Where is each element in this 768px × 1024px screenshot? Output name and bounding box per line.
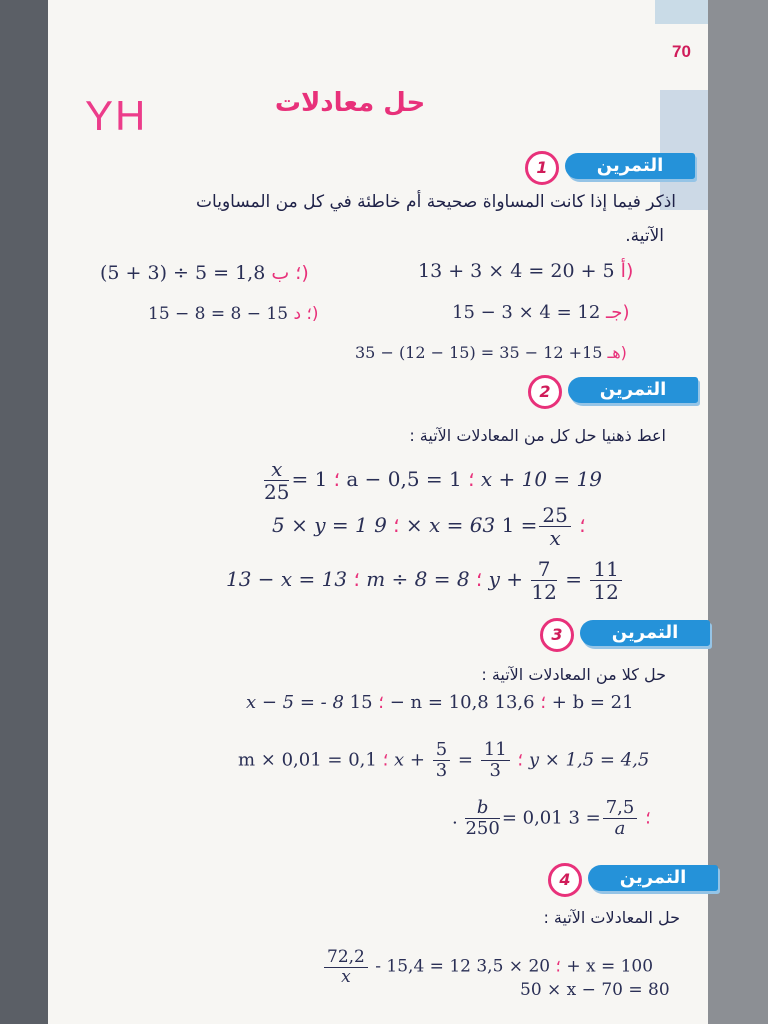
exercise-1-label: التمرين bbox=[565, 153, 695, 179]
exercise-2-header bbox=[528, 377, 698, 407]
exercise-4-instruction: حل المعادلات الآتية : bbox=[543, 908, 680, 927]
exercise-2-instruction: اعط ذهنيا حل كل من المعادلات الآتية : bbox=[409, 426, 666, 445]
exercise-4-header bbox=[548, 865, 718, 895]
eq-a-minus: a − 0,5 = 1 bbox=[346, 467, 462, 491]
exercise-2-row2: 5 × y = 1 ؛ 9 × x = 63 ؛ $\frac{25}{x}$ = 1 bbox=[272, 503, 586, 550]
exercise-2-number: 2 bbox=[528, 375, 562, 409]
exercise-2-row3: 13 − x = 13 ؛ m ÷ 8 = 8 ؛ y + $\frac{7}{12}$ = $\frac{11}{12}$ bbox=[226, 558, 624, 603]
exercise-4-number: 4 bbox=[548, 863, 582, 897]
fraction-72-2-over-x: $\frac{72,2}{x}$ bbox=[324, 948, 368, 986]
exercise-4-label: التمرين bbox=[588, 865, 718, 891]
exercise-1-a bbox=[418, 260, 633, 282]
mark-e: هـ) bbox=[607, 343, 627, 362]
fraction-25-over-x: $\frac{25}{x}$ bbox=[539, 504, 570, 549]
eq-e: 35 − (12 − 15) = 35 − 12 +15 bbox=[355, 343, 603, 362]
watermark: YH bbox=[85, 92, 148, 139]
eq-c: 15 − 3 × 4 = 12 bbox=[452, 302, 601, 323]
eq-15-minus-n: 15 − n = 10,8 bbox=[349, 692, 489, 713]
mark-a: أ) bbox=[620, 260, 634, 282]
eq-m-times: m × 0,01 = 0,1 bbox=[238, 749, 377, 771]
exercise-3-row1: x − 5 = - 8 ؛ 15 − n = 10,8 ؛ 13,6 + b = 21 bbox=[246, 692, 634, 713]
exercise-1-c bbox=[452, 302, 629, 323]
fraction-11-over-12: $\frac{11}{12}$ bbox=[590, 558, 621, 603]
exercise-3-row3: . $\frac{b}{250}$ = 0,01 ؛ $\frac{7,5}{a}$ = 3 bbox=[452, 797, 651, 839]
exercise-3-row2: m × 0,01 = 0,1 ؛ x + $\frac{5}{3}$ = $\frac{11}{3}$ ؛ y × 1,5 = 4,5 bbox=[238, 739, 650, 781]
page-tab-top bbox=[655, 0, 708, 24]
fraction-5-over-3: $\frac{5}{3}$ bbox=[433, 740, 450, 781]
fraction-b-over-250: $\frac{b}{250}$ bbox=[465, 797, 500, 839]
exercise-1-e bbox=[355, 343, 627, 362]
eq-5y: 5 × y = 1 bbox=[272, 513, 368, 537]
eq-9x: 9 × x = 63 bbox=[374, 513, 496, 537]
exercise-1-number: 1 bbox=[525, 151, 559, 185]
exercise-3-label: التمرين bbox=[580, 620, 710, 646]
fraction-11-over-3: $\frac{11}{3}$ bbox=[481, 740, 510, 781]
eq-a: 13 + 3 × 4 = 20 + 5 bbox=[418, 260, 615, 282]
exercise-4-row1: $\frac{72,2}{x}$ - 15,4 = 12 ؛ 20 × 3,5 + x = 100 bbox=[322, 948, 653, 986]
page-number: 70 bbox=[672, 42, 691, 61]
exercise-2-label: التمرين bbox=[568, 377, 698, 403]
exercise-2-row1: $\frac{x}{25}$ = 1 ؛ a − 0,5 = 1 ؛ x + 10 = 19 bbox=[264, 457, 602, 504]
eq-b: (5 + 3) ÷ 5 = 1,8 bbox=[100, 262, 266, 284]
eq-13-6-plus-b: 13,6 + b = 21 bbox=[494, 692, 634, 713]
exercise-1-instruction-line1: اذكر فيما إذا كانت المساواة صحيحة أم خاطئة في كل من المساويات bbox=[196, 192, 676, 212]
exercise-3-number: 3 bbox=[540, 618, 574, 652]
exercise-1-d bbox=[148, 304, 319, 324]
fraction-x-over-25: $\frac{x}{25}$ bbox=[264, 457, 290, 504]
exercise-3-instruction: حل كلا من المعادلات الآتية : bbox=[481, 665, 666, 684]
fraction-7-over-12: $\frac{7}{12}$ bbox=[531, 557, 557, 604]
eq-x-plus-10: x + 10 = 19 bbox=[480, 467, 602, 491]
eq-m-div-8: m ÷ 8 = 8 bbox=[366, 567, 470, 591]
mark-c: جـ) bbox=[606, 302, 630, 323]
exercise-1-header bbox=[525, 153, 695, 183]
page-title: حل معادلات bbox=[274, 88, 426, 118]
eq-y-times: y × 1,5 = 4,5 bbox=[528, 749, 650, 771]
mark-d: ؛ د) bbox=[293, 304, 319, 324]
eq-50-times: 50 × x − 70 = 80 bbox=[520, 980, 670, 1000]
eq-20-times: 20 × 3,5 + x = 100 bbox=[476, 956, 654, 977]
eq-13-minus-x: 13 − x = 13 bbox=[226, 567, 348, 591]
eq-x-minus-5: x − 5 = - 8 bbox=[246, 692, 344, 713]
fraction-7-5-over-a: $\frac{7,5}{a}$ bbox=[603, 798, 638, 839]
eq-d: 15 − 8 = 8 − 15 bbox=[148, 304, 289, 324]
exercise-3-header bbox=[540, 620, 710, 650]
exercise-4-row2 bbox=[520, 980, 670, 1000]
exercise-1-instruction-line2: الآتية. bbox=[625, 226, 664, 246]
mark-b: ؛ ب) bbox=[271, 262, 309, 284]
exercise-1-b bbox=[100, 262, 309, 284]
